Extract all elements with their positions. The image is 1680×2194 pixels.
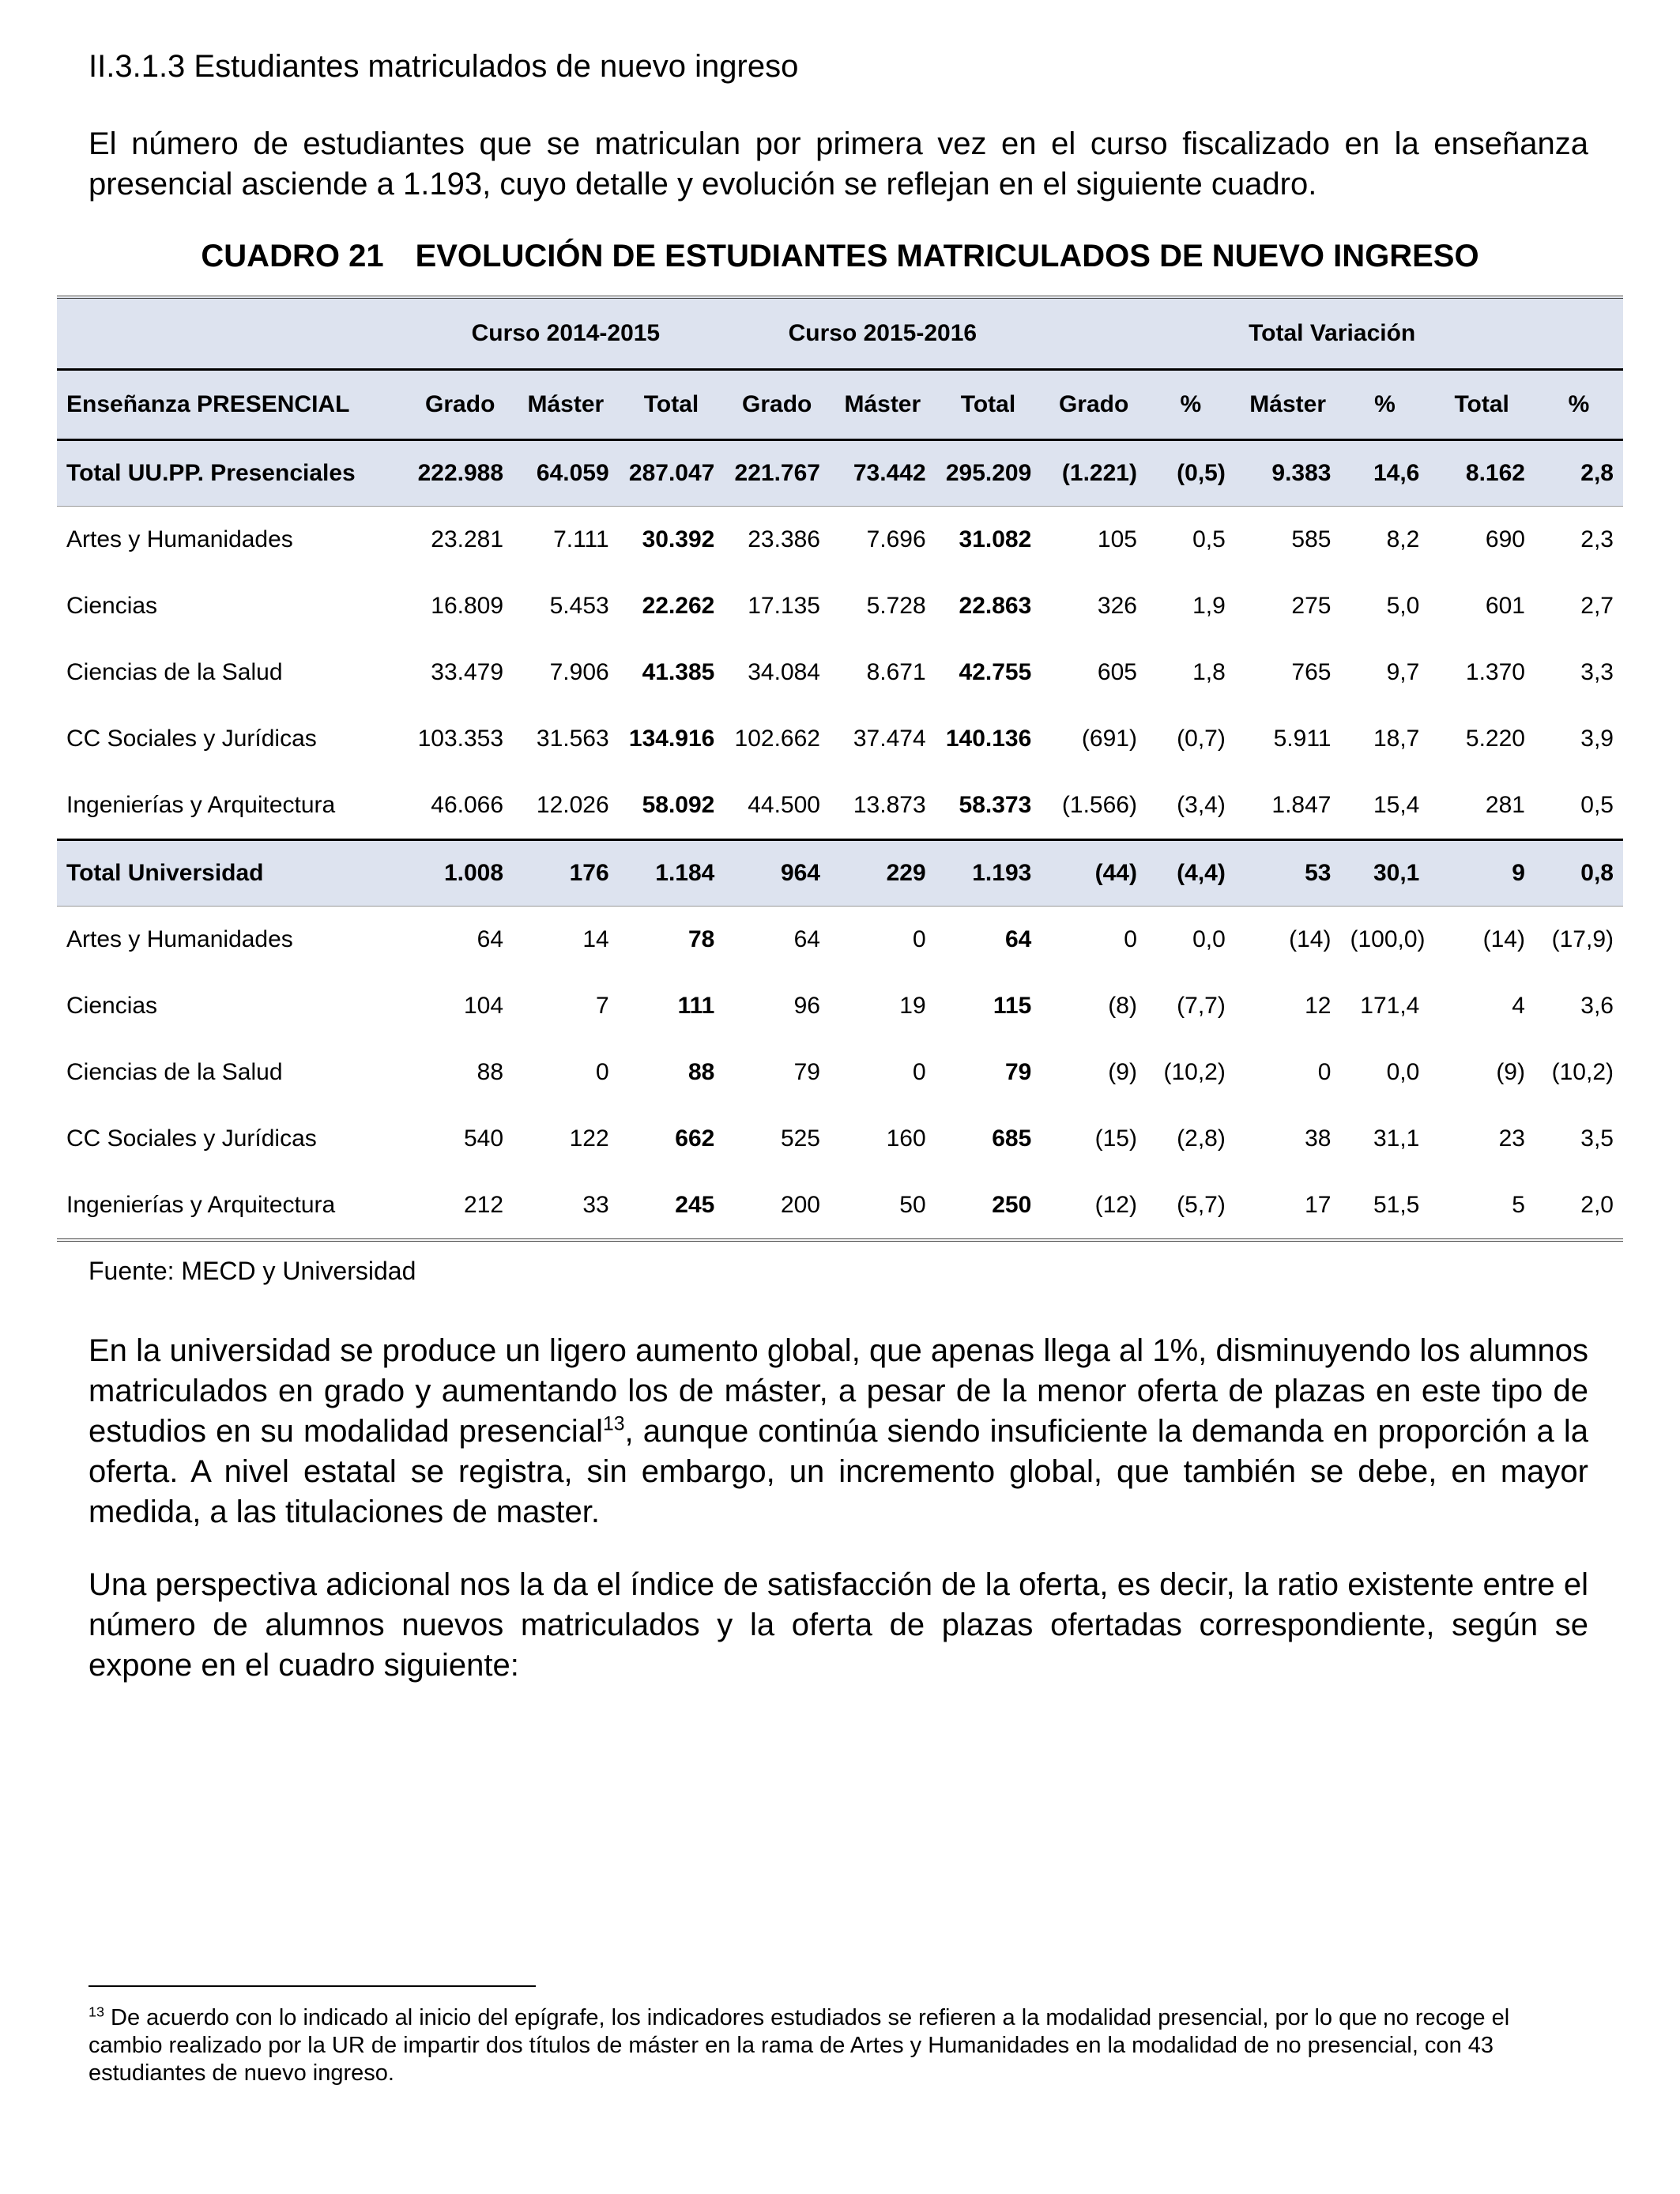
table-cell: 0: [1317, 1059, 1332, 1085]
table-cell: 0: [912, 926, 926, 952]
table-cell: 64: [1004, 926, 1032, 952]
footnote-divider: [89, 1985, 536, 1987]
table-cell: 281: [1485, 792, 1525, 818]
table-cell: 22.262: [642, 593, 715, 619]
table-cell: 33.479: [431, 659, 504, 685]
table-cell: 96: [793, 993, 820, 1019]
table-cell: 1,9: [1192, 593, 1226, 619]
table-cell: 58.092: [642, 792, 715, 818]
column-header-row: [57, 370, 1623, 440]
column-header: Total: [619, 370, 725, 440]
table-cell: 222.988: [407, 440, 513, 507]
table-total-row: [57, 840, 1623, 907]
table-cell: 41.385: [642, 659, 715, 685]
table-cell: 51,5: [1373, 1192, 1420, 1218]
footnote-number: 13: [89, 2004, 104, 2020]
table-cell: 229: [830, 840, 936, 907]
table-total-row: [57, 440, 1623, 507]
table-cell: 134.916: [628, 726, 715, 752]
table-cell: 1.370: [1465, 659, 1525, 685]
table-cell: 140.136: [945, 726, 1032, 752]
table-row: [57, 639, 1623, 706]
table-cell: 64: [793, 926, 820, 952]
table-cell: 765: [1291, 659, 1332, 685]
table-cell: 58.373: [959, 792, 1032, 818]
table-row: [57, 907, 1623, 974]
table-cell: 44.500: [748, 792, 820, 818]
table-row: [57, 706, 1623, 772]
table-caption: EVOLUCIÓN DE ESTUDIANTES MATRICULADOS DE NUEVO INGRESO: [415, 239, 1479, 273]
row-label: Ingenierías y Arquitectura: [66, 1192, 336, 1218]
table-cell: 212: [463, 1192, 504, 1218]
table-cell: 2,0: [1580, 1192, 1614, 1218]
table-cell: 33: [582, 1192, 609, 1218]
table-cell: 9.383: [1235, 440, 1341, 507]
table-cell: 5.728: [866, 593, 926, 619]
table-cell: (14): [1482, 926, 1525, 952]
group-header: Total Variación: [1041, 297, 1623, 370]
table-cell: 102.662: [734, 726, 820, 752]
table-cell: 18,7: [1373, 726, 1420, 752]
row-label: Ingenierías y Arquitectura: [66, 792, 336, 818]
table-cell: (7,7): [1177, 993, 1226, 1019]
table-cell: 5: [1512, 1192, 1525, 1218]
table-cell: 295.209: [936, 440, 1042, 507]
table-cell: 23: [1498, 1125, 1525, 1152]
table-cell: 4: [1512, 993, 1525, 1019]
table-cell: 8.671: [866, 659, 926, 685]
table-cell: 5.911: [1273, 726, 1332, 752]
table-cell: 16.809: [431, 593, 504, 619]
footnote-text: De acuerdo con lo indicado al inicio del epígrafe, los indicadores estudiados se refieren a la modalidad presencial, por lo que no recoge el cambio realizado por la UR de impartir dos títulos de máster en la rama de Artes y Humanidades en la modalidad de no presencial, con 43 estudiantes de nuevo ingreso.: [89, 2005, 1510, 2086]
table-cell: (15): [1094, 1125, 1137, 1152]
table-cell: 1.847: [1271, 792, 1332, 818]
table-cell: 105: [1097, 526, 1137, 552]
table-cell: 23.281: [431, 526, 504, 552]
row-label: Ciencias: [66, 593, 158, 619]
table-cell: 17.135: [748, 593, 820, 619]
table-cell: 88: [687, 1059, 715, 1085]
table-cell: 22.863: [959, 593, 1032, 619]
footnote-reference[interactable]: 13: [602, 1413, 625, 1435]
table-cell: 31.563: [536, 726, 609, 752]
table-cell: 9: [1429, 840, 1535, 907]
table-cell: (5,7): [1177, 1192, 1226, 1218]
table-cell: 685: [992, 1125, 1032, 1152]
table-cell: 103.353: [417, 726, 504, 752]
table-row: [57, 772, 1623, 840]
row-label: Artes y Humanidades: [66, 526, 293, 552]
table-cell: 176: [513, 840, 619, 907]
table-number: CUADRO 21: [201, 239, 384, 273]
row-label: Artes y Humanidades: [66, 926, 293, 952]
row-label: CC Sociales y Jurídicas: [66, 726, 317, 752]
column-header: Máster: [830, 370, 936, 440]
table-cell: 12.026: [536, 792, 609, 818]
table-row: [57, 573, 1623, 639]
table-cell: (10,2): [1163, 1059, 1226, 1085]
table-cell: 122: [569, 1125, 609, 1152]
column-header: Máster: [513, 370, 619, 440]
table-cell: (2,8): [1177, 1125, 1226, 1152]
table-cell: 53: [1235, 840, 1341, 907]
table-cell: 104: [463, 993, 504, 1019]
row-label: Ciencias de la Salud: [66, 1059, 283, 1085]
table-cell: 46.066: [431, 792, 504, 818]
table-cell: (9): [1108, 1059, 1137, 1085]
table-cell: 525: [780, 1125, 820, 1152]
table-cell: 34.084: [748, 659, 820, 685]
table-cell: 5,0: [1386, 593, 1420, 619]
paragraph-text: En la universidad se produce un ligero aumento global, que apenas llega al 1%, disminuyendo los alumnos matriculados en grado y aumentando los de máster, a pesar de la menor oferta de plazas en este tipo de estudios en su modalidad presencial: [89, 1333, 1588, 1449]
table-cell: 5.453: [549, 593, 609, 619]
table-cell: (4,4): [1147, 840, 1235, 907]
table-cell: 7.906: [549, 659, 609, 685]
group-header-empty: [57, 297, 407, 370]
table-cell: 38: [1305, 1125, 1332, 1152]
footnote: [89, 2004, 1588, 2087]
table-cell: (10,2): [1551, 1059, 1614, 1085]
table-cell: 1,8: [1192, 659, 1226, 685]
column-header: Grado: [407, 370, 513, 440]
table-cell: 0,8: [1535, 840, 1623, 907]
table-cell: 79: [793, 1059, 820, 1085]
table-cell: 2,3: [1580, 526, 1614, 552]
table-cell: 42.755: [959, 659, 1032, 685]
table-cell: (1.566): [1061, 792, 1137, 818]
table-cell: 221.767: [724, 440, 830, 507]
table-cell: (691): [1081, 726, 1137, 752]
column-header: Total: [936, 370, 1042, 440]
column-header: Grado: [724, 370, 830, 440]
table-cell: (14): [1289, 926, 1332, 952]
table-cell: (3,4): [1177, 792, 1226, 818]
group-header-row: [57, 297, 1623, 370]
table-cell: 7: [596, 993, 609, 1019]
table-cell: 0,5: [1580, 792, 1614, 818]
table-title: [57, 239, 1623, 274]
table-cell: 8,2: [1386, 526, 1420, 552]
table-cell: 0,0: [1386, 1059, 1420, 1085]
table-cell: 1.008: [407, 840, 513, 907]
table-cell: 0: [596, 1059, 609, 1085]
row-label: Ciencias de la Salud: [66, 659, 283, 685]
row-label: Ciencias: [66, 993, 158, 1019]
table-cell: (8): [1108, 993, 1137, 1019]
table-row: [57, 507, 1623, 574]
column-header: Enseñanza PRESENCIAL: [57, 370, 407, 440]
table-cell: 7.696: [866, 526, 926, 552]
table-cell: 15,4: [1373, 792, 1420, 818]
table-cell: 275: [1291, 593, 1332, 619]
intro-paragraph: El número de estudiantes que se matriculan por primera vez en el curso fiscalizado en la enseñanza presencial asciende a 1.193, cuyo detalle y evolución se reflejan en el siguiente cuadro.: [89, 126, 1588, 202]
column-header: Total: [1429, 370, 1535, 440]
table-row: [57, 1172, 1623, 1240]
table-cell: (12): [1094, 1192, 1137, 1218]
table-cell: 245: [675, 1192, 715, 1218]
table-source: Fuente: MECD y Universidad: [89, 1257, 416, 1285]
table-cell: 37.474: [853, 726, 926, 752]
table-cell: 5.220: [1465, 726, 1525, 752]
table-cell: 3,9: [1580, 726, 1614, 752]
table-cell: 88: [477, 1059, 504, 1085]
table-cell: 64.059: [513, 440, 619, 507]
column-header: %: [1147, 370, 1235, 440]
table-cell: 585: [1291, 526, 1332, 552]
table-cell: 79: [1004, 1059, 1032, 1085]
table-cell: 78: [687, 926, 715, 952]
table-cell: 3,3: [1580, 659, 1614, 685]
table-cell: 14: [582, 926, 609, 952]
table-cell: 8.162: [1429, 440, 1535, 507]
table-cell: (0,5): [1147, 440, 1235, 507]
table-cell: 3,6: [1580, 993, 1614, 1019]
table-cell: 30.392: [642, 526, 715, 552]
table-cell: 111: [677, 993, 715, 1019]
table-cell: 326: [1097, 593, 1137, 619]
table-row: [57, 973, 1623, 1039]
table-cell: (100,0): [1350, 926, 1426, 952]
table-cell: 0: [1124, 926, 1137, 952]
table-cell: 14,6: [1340, 440, 1429, 507]
table-cell: (17,9): [1551, 926, 1614, 952]
table-body: [57, 440, 1623, 1241]
table-cell: 23.386: [748, 526, 820, 552]
table-cell: 1.184: [619, 840, 725, 907]
paragraph-satisfaction: Una perspectiva adicional nos la da el índice de satisfacción de la oferta, es decir, la ratio existente entre el número de alumnos nuevos matriculados y la oferta de plazas ofertadas correspondiente, según se expone en el cuadro siguiente:: [89, 1567, 1588, 1683]
row-label: Total Universidad: [57, 840, 407, 907]
table-cell: 690: [1485, 526, 1525, 552]
table-cell: (0,7): [1177, 726, 1226, 752]
table-cell: 31,1: [1373, 1125, 1420, 1152]
table-cell: 662: [675, 1125, 715, 1152]
column-header: Grado: [1041, 370, 1147, 440]
table-row: [57, 1039, 1623, 1106]
table-cell: 115: [993, 993, 1032, 1019]
table-cell: (1.221): [1041, 440, 1147, 507]
table-cell: 601: [1485, 593, 1525, 619]
paragraph-analysis: [89, 1331, 1588, 1532]
table-cell: 9,7: [1386, 659, 1420, 685]
table-cell: 2,7: [1580, 593, 1614, 619]
table-cell: 64: [477, 926, 504, 952]
table-cell: 13.873: [853, 792, 926, 818]
paragraph-text: , aunque continúa siendo insuficiente la demanda en proporción a la oferta. A nivel estatal se registra, sin embargo, un incremento global, que también se debe, en mayor medida, a las titulaciones de master.: [89, 1414, 1588, 1529]
table-cell: 17: [1305, 1192, 1332, 1218]
column-header: %: [1340, 370, 1429, 440]
table-cell: (44): [1041, 840, 1147, 907]
table-cell: 605: [1097, 659, 1137, 685]
table-cell: 200: [780, 1192, 820, 1218]
table-cell: 7.111: [553, 526, 609, 552]
table-cell: 0,0: [1192, 926, 1226, 952]
column-header: %: [1535, 370, 1623, 440]
column-header: Máster: [1235, 370, 1341, 440]
table-cell: 19: [899, 993, 926, 1019]
table-cell: 1.193: [936, 840, 1042, 907]
enrollment-table: [57, 296, 1623, 1242]
table-cell: 287.047: [619, 440, 725, 507]
table-cell: 73.442: [830, 440, 936, 507]
table-cell: 964: [724, 840, 830, 907]
table-cell: 250: [992, 1192, 1032, 1218]
table-cell: 3,5: [1580, 1125, 1614, 1152]
row-label: Total UU.PP. Presenciales: [57, 440, 407, 507]
table-cell: 31.082: [959, 526, 1032, 552]
table-cell: 540: [463, 1125, 504, 1152]
table-cell: 12: [1305, 993, 1332, 1019]
table-cell: 30,1: [1340, 840, 1429, 907]
table-row: [57, 1106, 1623, 1172]
table-cell: 2,8: [1535, 440, 1623, 507]
group-header: Curso 2015-2016: [724, 297, 1041, 370]
section-heading: II.3.1.3 Estudiantes matriculados de nuevo ingreso: [89, 49, 799, 84]
table-cell: 0: [912, 1059, 926, 1085]
table-cell: 0,5: [1192, 526, 1226, 552]
table-cell: 160: [886, 1125, 926, 1152]
row-label: CC Sociales y Jurídicas: [66, 1125, 317, 1152]
table-cell: 171,4: [1360, 993, 1420, 1019]
group-header: Curso 2014-2015: [407, 297, 724, 370]
table-cell: 50: [899, 1192, 926, 1218]
table-cell: (9): [1496, 1059, 1525, 1085]
